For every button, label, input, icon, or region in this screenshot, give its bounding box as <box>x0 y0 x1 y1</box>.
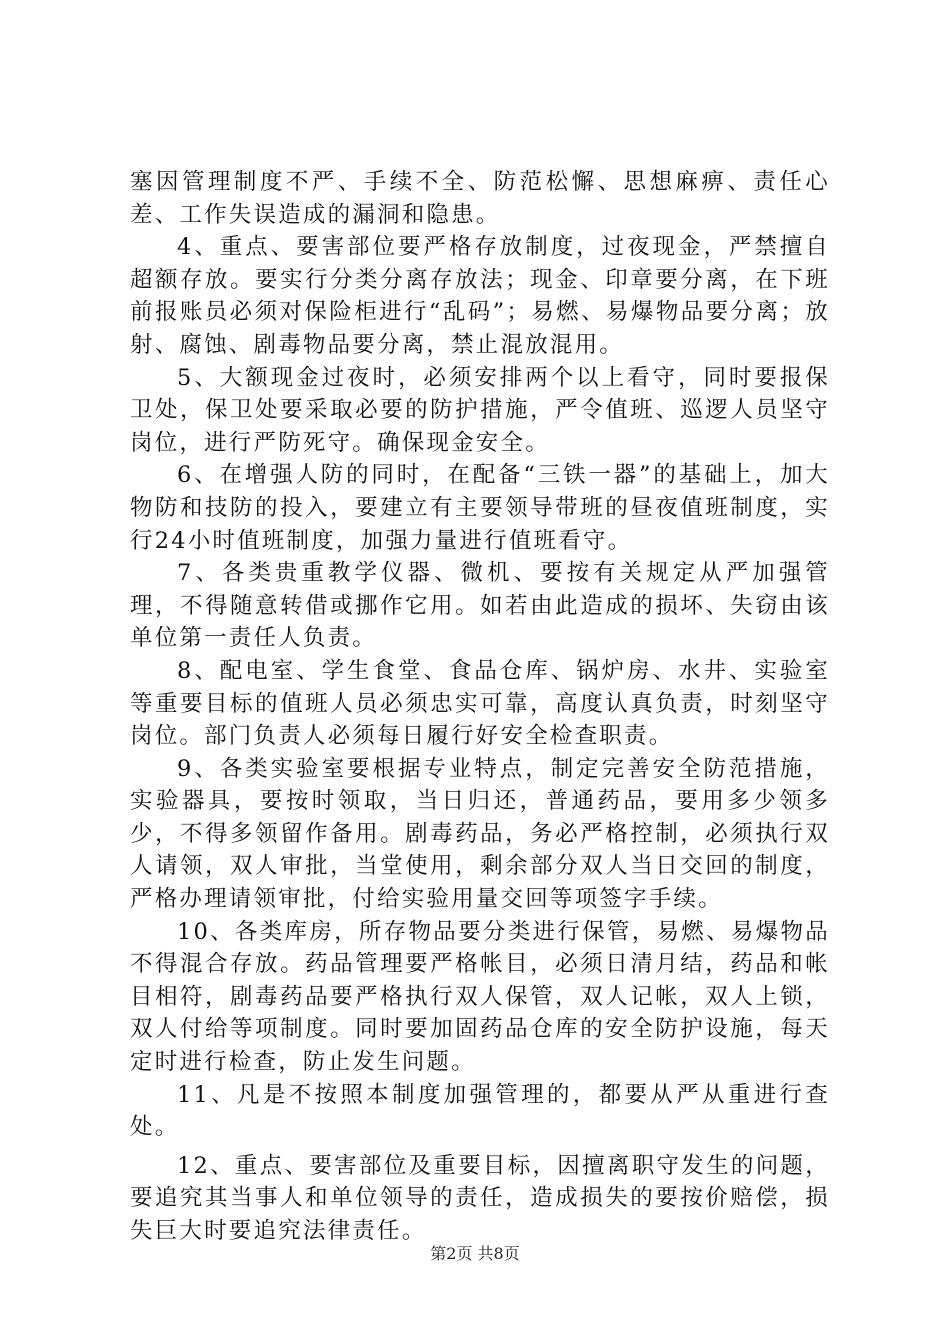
paragraph-item-6: 6、在增强人防的同时，在配备“三铁一器”的基础上，加大物防和技防的投入，要建立有主要领导带班的昼夜值班制度，实行24小时值班制度，加强力量进行值班看守。 <box>130 462 830 554</box>
paragraph-item-12: 12、重点、要害部位及重要目标，因擅离职守发生的问题，要追究其当事人和单位领导的责任，造成损失的要按价赔偿，损失巨大时要追究法律责任。 <box>130 1152 830 1244</box>
paragraph-continuation: 塞因管理制度不严、手续不全、防范松懈、思想麻痹、责任心差、工作失误造成的漏洞和隐患。 <box>130 169 830 228</box>
paragraph-item-8: 8、配电室、学生食堂、食品仓库、锅炉房、水井、实验室等重要目标的值班人员必须忠实可靠，高度认真负责，时刻坚守岗位。部门负责人必须每日履行好安全检查职责。 <box>130 657 830 750</box>
paragraph-item-5: 5、大额现金过夜时，必须安排两个以上看守，同时要报保卫处，保卫处要采取必要的防护措施，严令值班、巡逻人员坚守岗位，进行严防死守。确保现金安全。 <box>130 364 830 456</box>
paragraph-item-7: 7、各类贵重教学仪器、微机、要按有关规定从严加强管理，不得随意转借或挪作它用。如若由此造成的损坏、失窃由该单位第一责任人负责。 <box>130 560 830 652</box>
paragraph-item-9: 9、各类实验室要根据专业特点，制定完善安全防范措施，实验器具，要按时领取，当日归还，普通药品，要用多少领多少，不得多领留作备用。剧毒药品，务必严格控制，必须执行双人请领，双人审批，当堂使用，剩余部分双人当日交回的制度，严格办理请领审批，付给实验用量交回等项签字手续。 <box>130 755 830 913</box>
paragraph-item-10: 10、各类库房，所存物品要分类进行保管，易燃、易爆物品不得混合存放。药品管理要严格帐目，必须日清月结，药品和帐目相符，剧毒药品要严格执行双人保管，双人记帐，双人上锁，双人付给等项制度。同时要加固药品仓库的安全防护设施，每天定时进行检查，防止发生问题。 <box>130 918 830 1076</box>
paragraph-item-11: 11、凡是不按照本制度加强管理的，都要从严从重进行查处。 <box>130 1081 830 1141</box>
paragraph-item-4: 4、重点、要害部位要严格存放制度，过夜现金，严禁擅自超额存放。要实行分类分离存放法；现金、印章要分离，在下班前报账员必须对保险柜进行“乱码”；易燃、易爆物品要分离；放射、腐蚀、剧毒物品要分离，禁止混放混用。 <box>130 234 830 358</box>
document-body <box>130 166 830 1248</box>
page-footer: 第2页 共8页 <box>430 1244 520 1263</box>
